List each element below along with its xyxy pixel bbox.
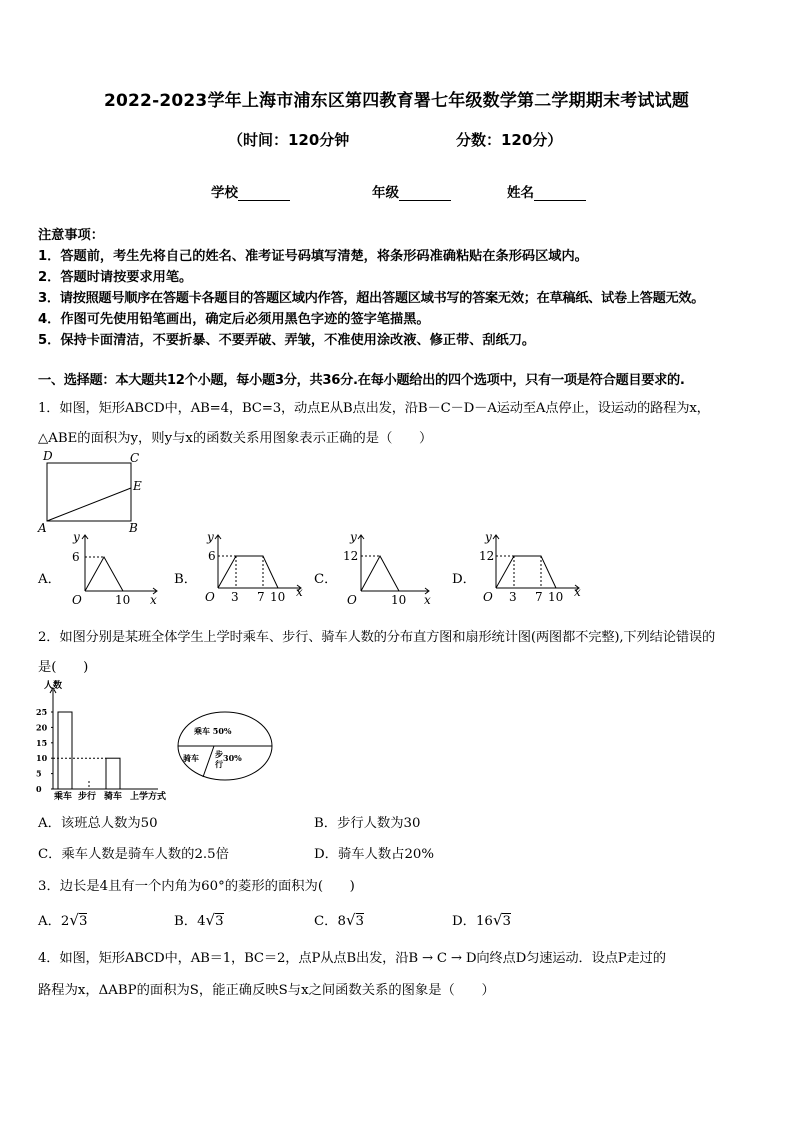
q2-histogram <box>34 676 169 804</box>
segment-ae <box>47 488 131 521</box>
x-tick: 10 <box>548 590 564 604</box>
y-tick-label: 25 <box>36 707 48 717</box>
x-tick-label: 步行 <box>78 792 97 802</box>
slice-label-walk: 步 <box>215 749 223 759</box>
y-tick: 12 <box>479 549 495 563</box>
label-b: B <box>129 521 138 535</box>
q2-pie-chart <box>176 710 276 782</box>
exam-time: （时间：120分钟 <box>228 131 350 149</box>
y-label: y <box>350 530 357 544</box>
q1-option-a-graph[interactable] <box>60 530 165 608</box>
y-tick-label: 0 <box>36 784 42 794</box>
y-tick: 12 <box>343 549 359 563</box>
x-tick-label: 骑车 <box>104 792 123 802</box>
x-tick: 3 <box>509 590 517 604</box>
q1-rectangle-figure <box>34 448 154 538</box>
section-heading: 一、选择题：本大题共12个小题，每小题3分，共36分.在每小题给出的四个选项中，只有一项是符合题目要求的. <box>38 373 685 388</box>
coefficient: 16 <box>475 914 493 929</box>
x-tick-label: 乘车 <box>54 792 73 802</box>
bar-0 <box>58 712 72 789</box>
label-e: E <box>133 479 142 493</box>
q2-option-c[interactable]: C．乘车人数是骑车人数的2.5倍 <box>38 847 229 862</box>
radicand: 3 <box>355 914 364 929</box>
question-4-line2: 路程为x，ΔABP的面积为S，能正确反映S与x之间函数关系的图象是（ ） <box>38 983 495 998</box>
note-item: 4．作图可先使用铅笔画出，确定后必须用黑色字迹的签字笔描黑。 <box>38 312 430 327</box>
note-item: 2．答题时请按要求用笔。 <box>38 270 193 285</box>
grade-field[interactable] <box>372 181 451 201</box>
label-a: A <box>38 521 47 535</box>
option-letter: B． <box>174 914 198 929</box>
q2-option-d[interactable]: D．骑车人数占20% <box>314 847 434 862</box>
graph-line <box>496 556 556 588</box>
question-1-line2: △ABE的面积为y，则y与x的函数关系用图象表示正确的是（ ） <box>38 431 433 446</box>
bar-chart-area <box>36 679 166 802</box>
x-tick: 3 <box>231 590 239 604</box>
y-tick-label: 5 <box>36 768 42 779</box>
sqrt-icon: √ <box>492 911 503 929</box>
x-tick: 7 <box>257 590 265 604</box>
coefficient: 8 <box>337 914 346 929</box>
graph-line <box>85 557 123 591</box>
sqrt-icon: √ <box>69 911 79 929</box>
option-letter: D． <box>452 914 476 929</box>
name-blank[interactable] <box>534 187 586 201</box>
sqrt-icon: √ <box>205 911 216 929</box>
notes-heading: 注意事项： <box>38 228 104 243</box>
q2-option-a[interactable]: A．该班总人数为50 <box>38 816 158 831</box>
q1-option-d-letter[interactable]: D． <box>452 572 476 587</box>
name-label: 姓名 <box>507 185 534 201</box>
y-tick-label: 15 <box>36 737 48 748</box>
bar-2 <box>106 758 120 789</box>
origin-label: O <box>205 590 215 604</box>
q3-option-d[interactable] <box>452 910 511 929</box>
label-c: C <box>130 451 140 465</box>
q1-option-d-graph[interactable] <box>474 530 589 608</box>
y-label: y <box>73 530 80 544</box>
option-letter: A． <box>38 914 61 929</box>
sqrt-icon: √ <box>345 911 356 929</box>
coefficient: 2 <box>60 914 70 929</box>
q3-option-c[interactable] <box>314 910 364 929</box>
x-tick: 7 <box>535 590 543 604</box>
note-item: 3．请按照题号顺序在答题卡各题目的答题区域内作答，超出答题区域书写的答案无效；在草稿纸、试卷上答题无效。 <box>38 291 705 306</box>
q1-option-c-letter[interactable]: C． <box>314 572 338 587</box>
x-label: x <box>424 593 431 607</box>
y-tick: 6 <box>208 549 216 563</box>
x-tick: 10 <box>391 593 407 607</box>
q1-option-b-graph[interactable] <box>196 530 311 608</box>
rectangle-abcd <box>47 463 131 521</box>
school-field[interactable] <box>211 181 290 201</box>
origin-label: O <box>483 590 493 604</box>
y-tick: 6 <box>72 550 80 564</box>
x-tick: 10 <box>270 590 286 604</box>
page-title: 2022-2023学年上海市浦东区第四教育署七年级数学第二学期期末考试试题 <box>103 91 690 111</box>
slice-label-walk: 行 <box>215 759 223 769</box>
name-field[interactable] <box>507 181 586 201</box>
y-label: y <box>207 530 214 544</box>
label-d: D <box>43 449 53 463</box>
note-item: 1．答题前，考生先将自己的姓名、准考证号码填写清楚，将条形码准确粘贴在条形码区域内。 <box>38 249 588 264</box>
option-letter: C． <box>314 914 338 929</box>
y-tick-label: 10 <box>36 753 48 764</box>
q1-option-b-letter[interactable]: B． <box>174 572 198 587</box>
grade-blank[interactable] <box>399 187 451 201</box>
question-1-line1: 1．如图，矩形ABCD中，AB=4，BC=3，动点E从B点出发，沿B－C－D－A运动至A点停止，设运动的路程为x， <box>38 401 710 416</box>
graph-line <box>361 556 399 591</box>
y-axis-label: 人数 <box>44 681 63 691</box>
question-2-line1: 2．如图分别是某班全体学生上学时乘车、步行、骑车人数的分布直方图和扇形统计图(两图都不完整),下列结论错误的 <box>38 630 716 645</box>
x-tick: 10 <box>115 593 131 607</box>
question-4-line1: 4．如图，矩形ABCD中，AB＝1，BC＝2，点P从点B出发，沿B → C → D向终点D匀速运动．设点P走过的 <box>38 951 666 966</box>
grade-label: 年级 <box>372 185 399 201</box>
origin-label: O <box>72 593 82 607</box>
x-axis-label: 上学方式 <box>130 792 167 802</box>
radicand: 3 <box>78 914 88 929</box>
pie-divider <box>203 746 214 777</box>
school-label: 学校 <box>211 185 238 201</box>
exam-score: 分数：120分） <box>456 131 563 149</box>
q1-option-c-graph[interactable] <box>336 530 441 608</box>
question-2-line2: 是( ) <box>38 660 89 675</box>
slice-label-bike: 骑车 <box>183 753 199 763</box>
x-label: x <box>574 585 581 599</box>
q3-option-b[interactable] <box>174 910 224 929</box>
question-3: 3．边长是4且有一个内角为60°的菱形的面积为( ) <box>38 879 355 894</box>
radicand: 3 <box>215 914 224 929</box>
origin-label: O <box>347 593 357 607</box>
y-tick-label: 20 <box>36 722 48 733</box>
radicand: 3 <box>502 914 511 929</box>
x-label: x <box>296 585 303 599</box>
graph-line <box>218 556 278 588</box>
q3-option-a[interactable] <box>38 910 87 929</box>
coefficient: 4 <box>197 914 206 929</box>
q2-option-b[interactable]: B．步行人数为30 <box>314 816 421 831</box>
note-item: 5．保持卡面清洁，不要折暴、不要弄破、弄皱，不准使用涂改液、修正带、刮纸刀。 <box>38 333 536 348</box>
slice-label-walk-pct: 30% <box>223 753 242 763</box>
school-blank[interactable] <box>238 187 290 201</box>
q1-option-a-letter[interactable]: A． <box>38 572 61 587</box>
x-label: x <box>150 593 157 607</box>
slice-label-ride: 乘车 50% <box>194 726 232 736</box>
y-label: y <box>485 530 492 544</box>
